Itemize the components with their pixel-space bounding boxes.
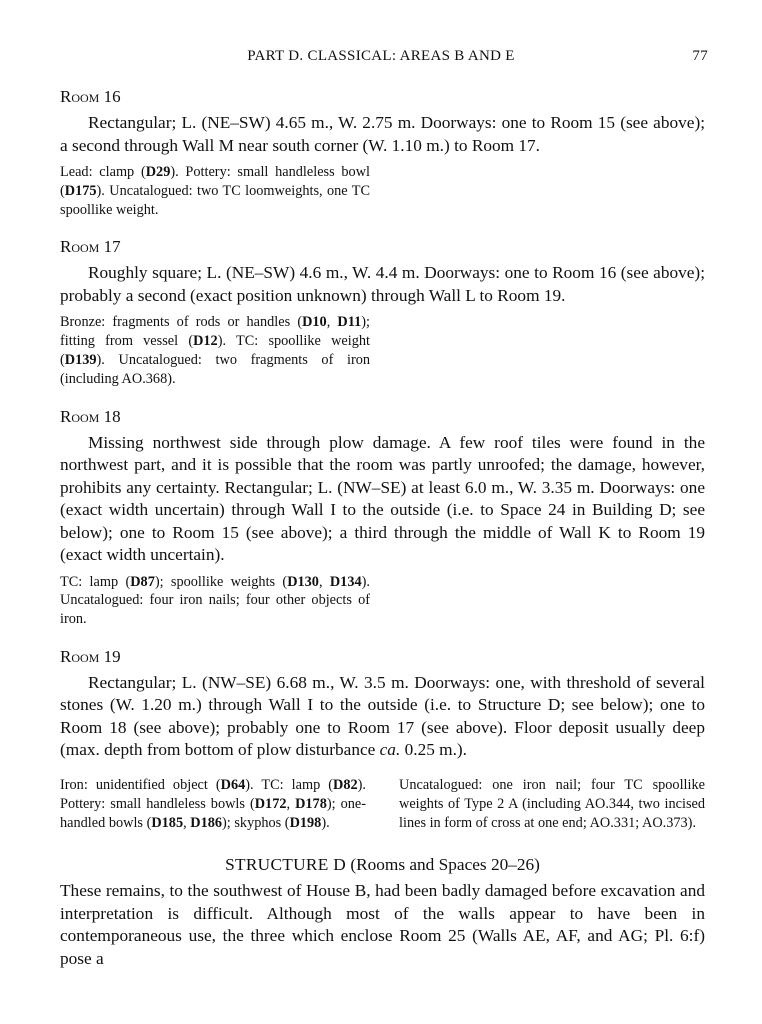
section-heading-subtitle: (Rooms and Spaces 20–26) — [346, 855, 540, 875]
finds-text: , — [318, 573, 330, 590]
room-description — [60, 672, 705, 762]
section-heading — [60, 854, 705, 876]
room-description-text: Rectangular; L. (NW–SE) 6.68 m., W. 3.5 m. Doorways: one, with threshold of several stones (W. 1.20 m.) through Wall I to the outside (i.e. to Structure D; see below); one to Room 18 (see above); probably one to Room 17 (see above). Floor deposit usually deep (max. depth from bottom of plow disturbance — [60, 672, 705, 760]
finds-text: Uncatalogued: one iron nail; four TC spoollike weights of Type 2 A (including AO.344, two incised lines in form of cross at one end; AO.331; AO.373). — [399, 776, 705, 831]
finds-text: , — [183, 814, 191, 831]
finds-columns — [60, 776, 705, 832]
section-paragraph: These remains, to the southwest of House B, had been badly damaged before excavation and interpretation is difficult. Although most of the walls appear to have been in contemporaneous use, the three which enclose Room 25 (Walls AE, AF, and AG; Pl. 6:f) pose a — [60, 881, 705, 968]
catalogue-number: D12 — [193, 333, 218, 350]
finds-text: , — [326, 314, 338, 331]
finds-text: ). Uncatalogued: two fragments of iron (including AO.368). — [60, 351, 370, 387]
page-number: 77 — [692, 48, 708, 64]
finds-list-right — [399, 776, 705, 832]
room-section — [60, 646, 705, 832]
section-heading-title: STRUCTURE D — [225, 855, 346, 875]
catalogue-number: D186 — [190, 814, 223, 831]
room-section — [60, 86, 705, 219]
finds-text: ); spoollike weights ( — [154, 573, 288, 590]
catalogue-number: D10 — [302, 314, 327, 331]
finds-list — [60, 313, 370, 388]
finds-list-left — [60, 776, 366, 832]
room-description: Roughly square; L. (NE–SW) 4.6 m., W. 4.4 m. Doorways: one to Room 16 (see above); probably a second (exact position unknown) through Wall L to Room 19. — [60, 263, 705, 305]
room-section — [60, 236, 705, 388]
finds-text: ); skyphos ( — [222, 814, 290, 831]
catalogue-number: D198 — [289, 814, 322, 831]
finds-text: ). TC: spoollike weight ( — [60, 333, 370, 368]
catalogue-number: D175 — [64, 182, 97, 199]
finds-list — [60, 163, 370, 219]
room-description-text-end: 0.25 m.). — [400, 740, 468, 760]
finds-text: TC: lamp ( — [60, 573, 131, 590]
catalogue-number: D172 — [254, 795, 287, 812]
room-description: Missing northwest side through plow damage. A few roof tiles were found in the northwest part, and it is possible that the room was partly unroofed; the damage, however, prohibits any certainty. Rectangular; L. (NW–SE) at least 6.0 m., W. 3.35 m. Doorways: one (exact width uncertain) through Wall I to the outside (i.e. to Space 24 in Building D; see below); one to Room 15 (see above); a third through the middle of Wall K to Room 19 (exact width uncertain). — [60, 432, 705, 565]
room-heading: Room 17 — [60, 237, 121, 257]
finds-text: Lead: clamp ( — [60, 164, 146, 180]
main-content — [60, 86, 705, 970]
catalogue-number: D130 — [287, 573, 319, 590]
finds-text: ); one-handled bowls ( — [60, 795, 366, 831]
room-heading: Room 18 — [60, 406, 121, 426]
finds-text: ). — [321, 814, 330, 831]
catalogue-number: D29 — [145, 164, 171, 180]
catalogue-number: D139 — [64, 351, 97, 368]
room-description: Rectangular; L. (NE–SW) 4.65 m., W. 2.75 m. Doorways: one to Room 15 (see above); a second through Wall M near south corner (W. 1.10 m.) to Room 17. — [60, 113, 705, 155]
catalogue-number: D134 — [329, 573, 362, 590]
room-heading: Room 19 — [60, 646, 121, 666]
finds-list — [60, 573, 370, 629]
catalogue-number: D11 — [337, 314, 362, 331]
running-head-title: PART D. CLASSICAL: AREAS B AND E — [247, 48, 515, 64]
catalogue-number: D64 — [220, 776, 246, 793]
finds-text: ). Pottery: small handleless bowls ( — [60, 776, 366, 812]
italic-abbreviation: ca. — [379, 740, 401, 760]
finds-text: ). Uncatalogued: four iron nails; four other objects of iron. — [60, 573, 370, 628]
finds-text: , — [286, 795, 296, 812]
finds-text: ). Uncatalogued: two TC loomweights, one TC spoollike weight. — [60, 182, 370, 218]
finds-text: Iron: unidentified object ( — [60, 776, 221, 793]
finds-text: ). Pottery: small handleless bowl ( — [60, 164, 371, 199]
room-heading: Room 16 — [60, 87, 121, 106]
room-section — [60, 406, 705, 629]
catalogue-number: D87 — [130, 573, 155, 590]
catalogue-number: D185 — [151, 814, 184, 831]
finds-text: Bronze: fragments of rods or handles ( — [60, 314, 303, 331]
finds-text: ); fitting from vessel ( — [60, 314, 370, 350]
catalogue-number: D178 — [295, 795, 327, 812]
catalogue-number: D82 — [333, 776, 358, 793]
finds-text: ). TC: lamp ( — [245, 776, 334, 793]
